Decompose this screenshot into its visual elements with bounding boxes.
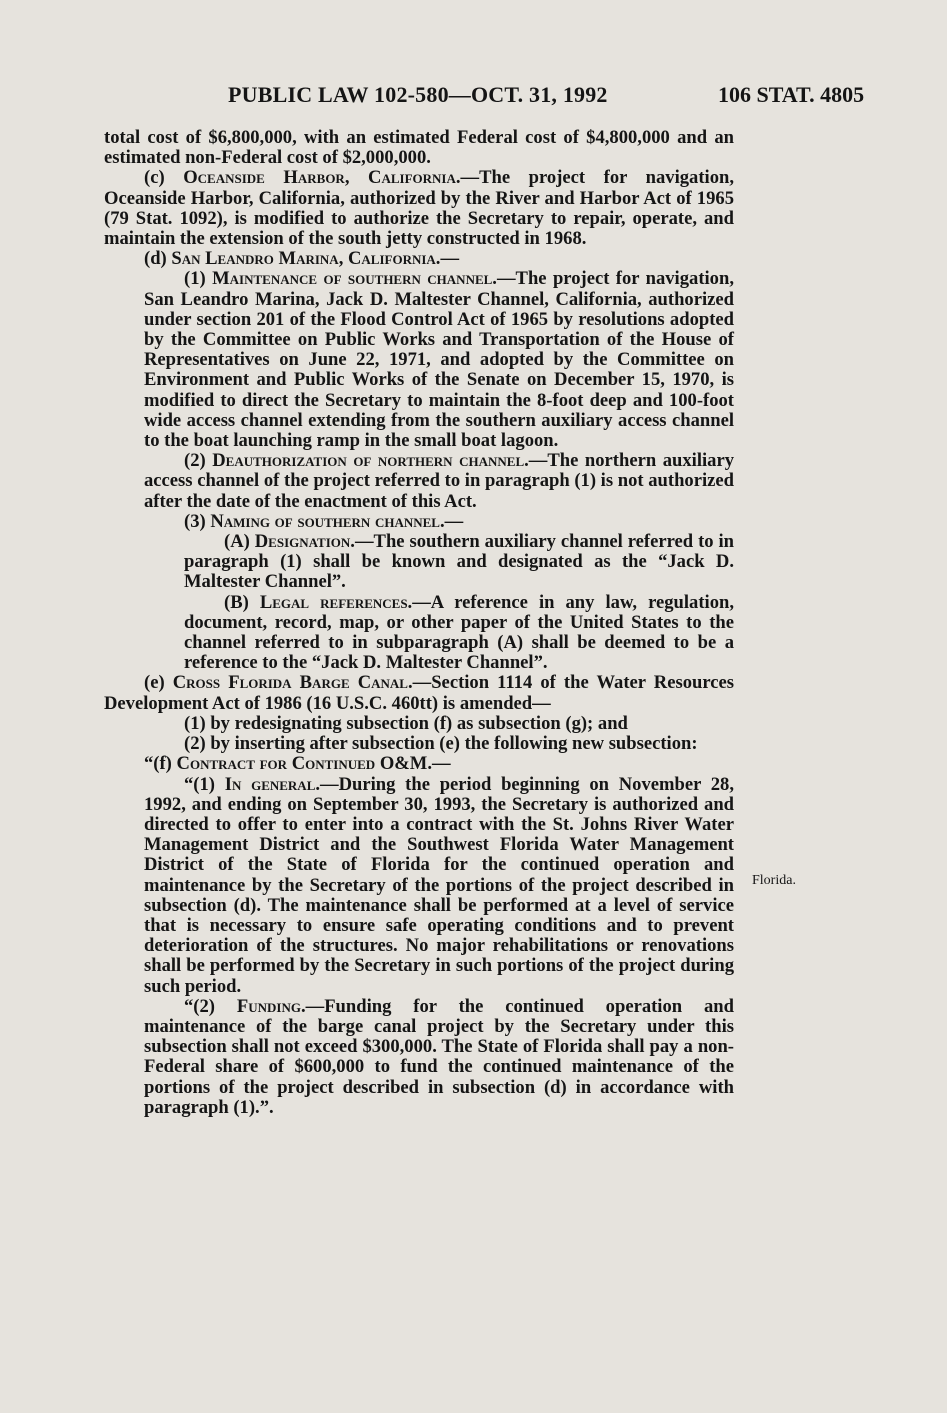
paragraph-inserting: (2) by inserting after subsection (e) the following new subsection: [184,733,698,755]
paragraph-maintenance-southern-channel: (1) Maintenance of southern channel.—The project for navigation, San Leandro Marina, Jack D. Maltester Channel, California, authorized under section 201 of the Flood Control Act of 1965 by resolutions adopted by the Committee on Public Works and Transportation of the House of Representatives on June 22, 1971, and adopted by the Committee on Environment and Public Works of the Senate on December 15, 1970, is modified to direct the Secretary to maintain the 8-foot deep and 100-foot wide access channel extending from the southern auxiliary access channel to the boat launching ramp in the small boat lagoon. [144,268,734,452]
paragraph-contract-continued-om: “(f) Contract for Continued O&M.— [144,753,451,775]
header-title: PUBLIC LAW 102-580—OCT. 31, 1992 [228,82,608,107]
paragraph-san-leandro: (d) San Leandro Marina, California.— [144,248,460,270]
header-stat-citation: 106 STAT. 4805 [718,82,865,107]
paragraph-funding: “(2) Funding.—Funding for the continued operation and maintenance of the barge canal project by the Secretary under this subsection shall not exceed $300,000. The State of Florida shall pay a non-Federal share of $600,000 to fund the continued maintenance of the portions of the project described in subsection (d) in accordance with paragraph (1).”. [144,995,734,1118]
document-body [104,128,734,1118]
paragraph-deauthorization-northern-channel: (2) Deauthorization of northern channel.—The northern auxiliary access channel of the project referred to in paragraph (1) is not authorized after the date of the enactment of this Act. [144,450,735,512]
paragraph-redesignating: (1) by redesignating subsection (f) as subsection (g); and [184,712,628,734]
paragraph-cross-florida-barge-canal: (e) Cross Florida Barge Canal.—Section 1114 of the Water Resources Development Act of 1986 (16 U.S.C. 460tt) is amended— [104,672,734,714]
paragraph-legal-references: (B) Legal references.—A reference in any law, regulation, document, record, map, or other paper of the United States to the channel referred to in subparagraph (A) shall be deemed to be a reference to the “Jack D. Maltester Channel”. [184,591,734,674]
paragraph-oceanside-harbor: (c) Oceanside Harbor, California.—The project for navigation, Oceanside Harbor, California, authorized by the River and Harbor Act of 1965 (79 Stat. 1092), is modified to authorize the Secretary to repair, operate, and maintain the extension of the south jetty constructed in 1968. [104,167,734,250]
page-header [0,82,947,114]
paragraph-naming-southern-channel: (3) Naming of southern channel.— [184,510,464,532]
margin-note: Florida. [752,873,796,888]
paragraph-in-general: “(1) In general.—During the period beginning on November 28, 1992, and ending on September 30, 1993, the Secretary is authorized and directed to offer to enter into a contract with the St. Johns River Water Management District and the Southwest Florida Water Management District of the State of Florida for the continued operation and maintenance by the Secretary of the portions of the project described in subsection (d). The maintenance shall be performed at a level of service that is necessary to ensure safe operating conditions and to prevent deterioration of the structures. No major rehabilitations or renovations shall be performed by the Secretary in such portions of the project during such period. [144,773,734,997]
paragraph-cost: total cost of $6,800,000, with an estimated Federal cost of $4,800,000 and an estimated non-Federal cost of $2,000,000. [104,127,734,169]
paragraph-designation: (A) Designation.—The southern auxiliary channel referred to in paragraph (1) shall be known and designated as the “Jack D. Maltester Channel”. [184,531,734,593]
